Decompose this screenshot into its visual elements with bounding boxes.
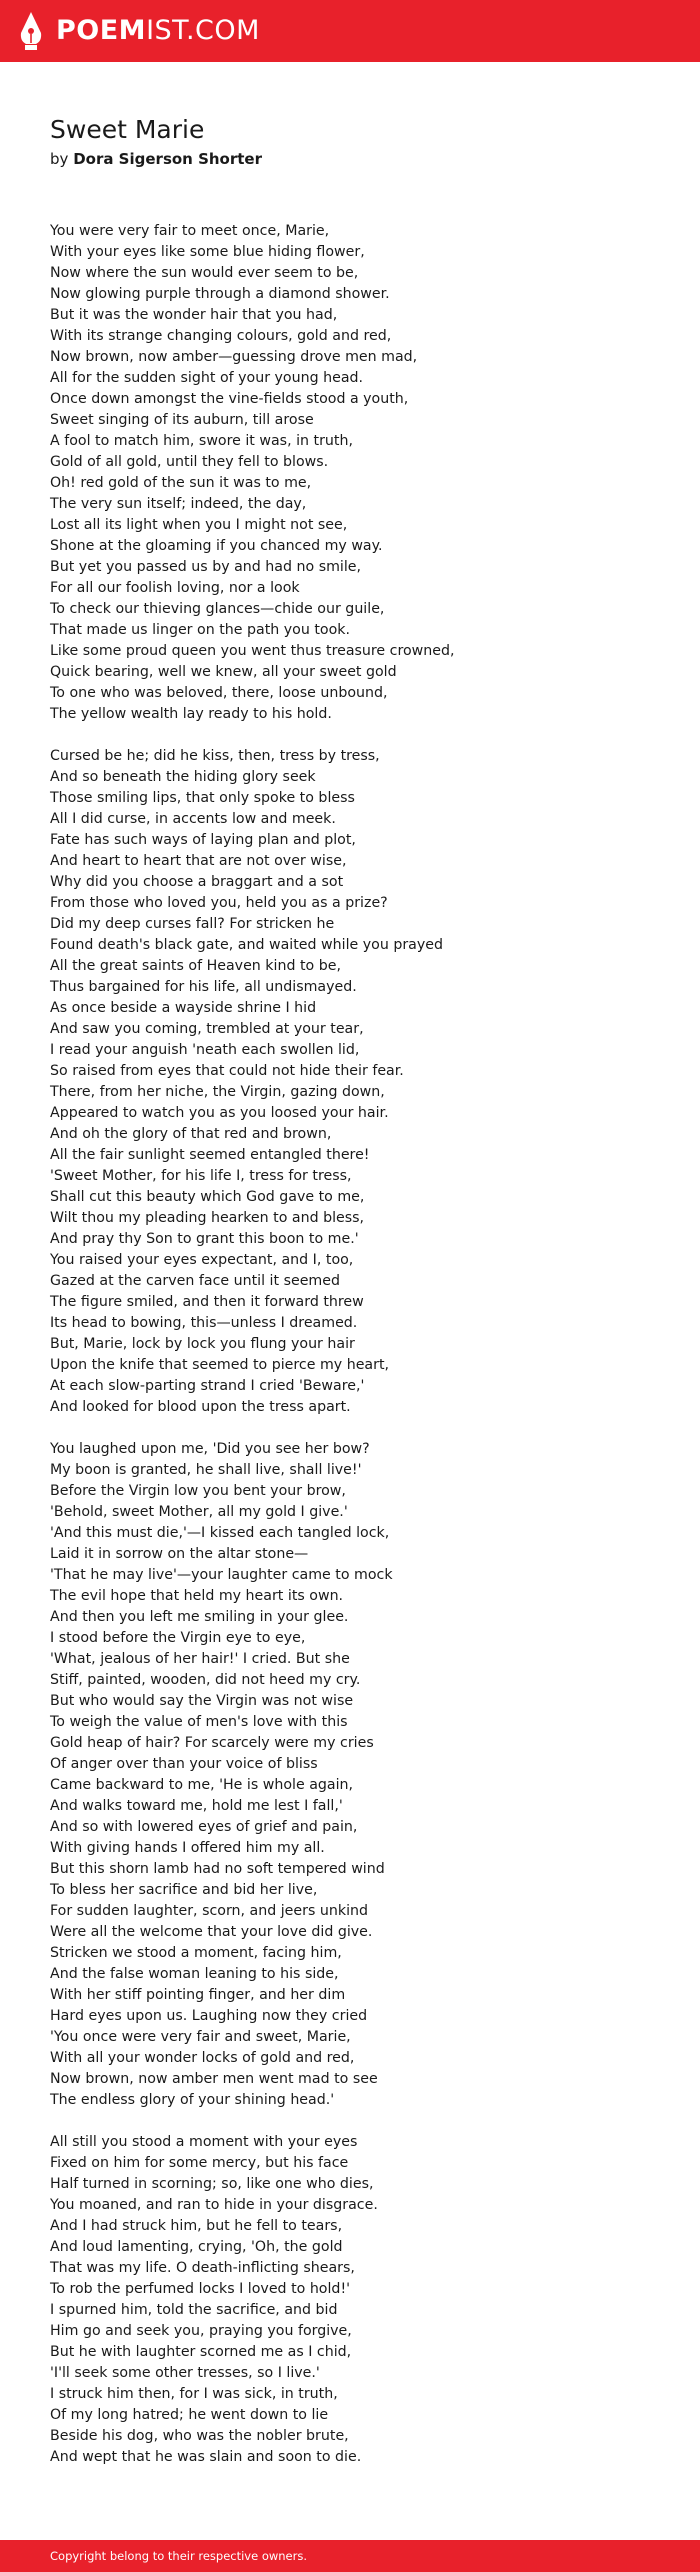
poem-line: The very sun itself; indeed, the day, bbox=[50, 496, 307, 512]
poem-line: All the great saints of Heaven kind to be, bbox=[50, 958, 341, 974]
stanza bbox=[50, 1439, 670, 2111]
logo-wordmark bbox=[56, 11, 260, 51]
poem-line: Now brown, now amber—guessing drove men mad, bbox=[50, 349, 418, 365]
poem-line: Of anger over than your voice of bliss bbox=[50, 1756, 318, 1772]
poem-line: Shall cut this beauty which God gave to me, bbox=[50, 1189, 365, 1205]
poem-line: And looked for blood upon the tress apart. bbox=[50, 1399, 351, 1415]
byline bbox=[50, 149, 262, 169]
poem-line: To bless her sacrifice and bid her live, bbox=[50, 1882, 318, 1898]
poem-line: Shone at the gloaming if you chanced my way. bbox=[50, 538, 383, 554]
poem-line: To rob the perfumed locks I loved to hold!' bbox=[50, 2281, 351, 2297]
poem-line: At each slow-parting strand I cried 'Beware,' bbox=[50, 1378, 365, 1394]
poem-line: And wept that he was slain and soon to die. bbox=[50, 2449, 362, 2465]
poem-line: With giving hands I offered him my all. bbox=[50, 1840, 325, 1856]
poem-line: Lost all its light when you I might not see, bbox=[50, 517, 348, 533]
poem-line: Fixed on him for some mercy, but his face bbox=[50, 2155, 349, 2171]
poem-line: For all our foolish loving, nor a look bbox=[50, 580, 300, 596]
poem-line: But it was the wonder hair that you had, bbox=[50, 307, 338, 323]
poem-line: I struck him then, for I was sick, in truth, bbox=[50, 2386, 338, 2402]
poem-line: But yet you passed us by and had no smile, bbox=[50, 559, 362, 575]
site-logo[interactable] bbox=[18, 11, 260, 51]
poem-line: Hard eyes upon us. Laughing now they cried bbox=[50, 2008, 368, 2024]
poem-body bbox=[50, 221, 670, 2489]
poem-line: And oh the glory of that red and brown, bbox=[50, 1126, 332, 1142]
poem-line: And loud lamenting, crying, 'Oh, the gold bbox=[50, 2239, 343, 2255]
poem-line: Thus bargained for his life, all undismayed. bbox=[50, 979, 357, 995]
poem-line: I stood before the Virgin eye to eye, bbox=[50, 1630, 306, 1646]
site-footer bbox=[0, 2540, 700, 2572]
poem-line: You were very fair to meet once, Marie, bbox=[50, 223, 330, 239]
stanza bbox=[50, 2132, 670, 2468]
poem-line: The figure smiled, and then it forward threw bbox=[50, 1294, 364, 1310]
poem-line: Found death's black gate, and waited while you prayed bbox=[50, 937, 444, 953]
poem-line: And saw you coming, trembled at your tear, bbox=[50, 1021, 364, 1037]
poem-line: Gazed at the carven face until it seemed bbox=[50, 1273, 340, 1289]
poem-line: Now glowing purple through a diamond shower. bbox=[50, 286, 390, 302]
poem-line: And then you left me smiling in your glee. bbox=[50, 1609, 349, 1625]
poem-line: Sweet singing of its auburn, till arose bbox=[50, 412, 314, 428]
poem-line: All for the sudden sight of your young head. bbox=[50, 370, 364, 386]
poem-line: All still you stood a moment with your eyes bbox=[50, 2134, 358, 2150]
poem-line: And so with lowered eyes of grief and pain, bbox=[50, 1819, 358, 1835]
poem-line: Cursed be he; did he kiss, then, tress by tress, bbox=[50, 748, 380, 764]
poem-line: To one who was beloved, there, loose unbound, bbox=[50, 685, 388, 701]
poem-line: Him go and seek you, praying you forgive, bbox=[50, 2323, 352, 2339]
poem-line: Like some proud queen you went thus treasure crowned, bbox=[50, 643, 455, 659]
poem-line: Quick bearing, well we knew, all your sweet gold bbox=[50, 664, 397, 680]
poem-line: But this shorn lamb had no soft tempered wind bbox=[50, 1861, 385, 1877]
poem-line: And pray thy Son to grant this boon to me.' bbox=[50, 1231, 359, 1247]
poem-line: Were all the welcome that your love did give. bbox=[50, 1924, 373, 1940]
poem-line: With your eyes like some blue hiding flower, bbox=[50, 244, 365, 260]
poem-line: Upon the knife that seemed to pierce my heart, bbox=[50, 1357, 390, 1373]
fountain-pen-nib-icon bbox=[18, 11, 44, 51]
poem-line: Stricken we stood a moment, facing him, bbox=[50, 1945, 342, 1961]
poem-line: As once beside a wayside shrine I hid bbox=[50, 1000, 317, 1016]
poem-line: Came backward to me, 'He is whole again, bbox=[50, 1777, 354, 1793]
poem-line: You raised your eyes expectant, and I, too, bbox=[50, 1252, 354, 1268]
poem-line: But, Marie, lock by lock you flung your hair bbox=[50, 1336, 355, 1352]
poem-line: I read your anguish 'neath each swollen lid, bbox=[50, 1042, 360, 1058]
poem-line: With all your wonder locks of gold and red, bbox=[50, 2050, 355, 2066]
poem-line: And the false woman leaning to his side, bbox=[50, 1966, 339, 1982]
poem-line: For sudden laughter, scorn, and jeers unkind bbox=[50, 1903, 369, 1919]
poem-line: Beside his dog, who was the nobler brute, bbox=[50, 2428, 349, 2444]
poem-line: And walks toward me, hold me lest I fall,' bbox=[50, 1798, 343, 1814]
poem-line: The evil hope that held my heart its own. bbox=[50, 1588, 344, 1604]
poem-line: Why did you choose a braggart and a sot bbox=[50, 874, 344, 890]
site-header bbox=[0, 0, 700, 62]
poem-line: I spurned him, told the sacrifice, and bid bbox=[50, 2302, 338, 2318]
poem-line: There, from her niche, the Virgin, gazing down, bbox=[50, 1084, 385, 1100]
poem-line: You moaned, and ran to hide in your disgrace. bbox=[50, 2197, 378, 2213]
poem-line: Of my long hatred; he went down to lie bbox=[50, 2407, 329, 2423]
poem-line: But he with laughter scorned me as I chid, bbox=[50, 2344, 352, 2360]
stanza bbox=[50, 221, 670, 725]
poem-line: The endless glory of your shining head.' bbox=[50, 2092, 335, 2108]
poem-line: All the fair sunlight seemed entangled there! bbox=[50, 1147, 370, 1163]
logo-bold: POEM bbox=[56, 15, 147, 46]
copyright-notice: Copyright belong to their respective owners. bbox=[50, 2549, 308, 2563]
poem-line: So raised from eyes that could not hide their fear. bbox=[50, 1063, 404, 1079]
poem-line: All I did curse, in accents low and meek. bbox=[50, 811, 336, 827]
poem-line: 'I'll seek some other tresses, so I live.' bbox=[50, 2365, 320, 2381]
poem-line: You laughed upon me, 'Did you see her bow? bbox=[50, 1441, 370, 1457]
poem-line: And so beneath the hiding glory seek bbox=[50, 769, 316, 785]
stanza bbox=[50, 746, 670, 1418]
poem-line: Oh! red gold of the sun it was to me, bbox=[50, 475, 312, 491]
poem-line: Gold of all gold, until they fell to blows. bbox=[50, 454, 329, 470]
poem-line: 'What, jealous of her hair!' I cried. But she bbox=[50, 1651, 350, 1667]
poem-line: Once down amongst the vine-fields stood a youth, bbox=[50, 391, 409, 407]
poem-line: 'Sweet Mother, for his life I, tress for tress, bbox=[50, 1168, 352, 1184]
poem-line: Those smiling lips, that only spoke to bless bbox=[50, 790, 355, 806]
poem-line: With her stiff pointing finger, and her dim bbox=[50, 1987, 346, 2003]
logo-light: IST.COM bbox=[146, 15, 260, 46]
poem-line: The yellow wealth lay ready to his hold. bbox=[50, 706, 332, 722]
poem-line: To weigh the value of men's love with this bbox=[50, 1714, 348, 1730]
poem-line: That made us linger on the path you took. bbox=[50, 622, 350, 638]
poem-line: My boon is granted, he shall live, shall live!' bbox=[50, 1462, 362, 1478]
author-name[interactable]: Dora Sigerson Shorter bbox=[73, 150, 262, 168]
poem-line: Half turned in scorning; so, like one who dies, bbox=[50, 2176, 374, 2192]
poem-line: Now where the sun would ever seem to be, bbox=[50, 265, 359, 281]
poem-line: Now brown, now amber men went mad to see bbox=[50, 2071, 378, 2087]
poem-line: From those who loved you, held you as a prize? bbox=[50, 895, 388, 911]
poem-line: 'And this must die,'—I kissed each tangled lock, bbox=[50, 1525, 390, 1541]
poem-line: Did my deep curses fall? For stricken he bbox=[50, 916, 335, 932]
poem-line: But who would say the Virgin was not wise bbox=[50, 1693, 354, 1709]
poem-line: Laid it in sorrow on the altar stone— bbox=[50, 1546, 309, 1562]
poem-line: With its strange changing colours, gold and red, bbox=[50, 328, 392, 344]
poem-line: And I had struck him, but he fell to tears, bbox=[50, 2218, 343, 2234]
poem-line: To check our thieving glances—chide our guile, bbox=[50, 601, 385, 617]
poem-line: Gold heap of hair? For scarcely were my cries bbox=[50, 1735, 374, 1751]
byline-prefix: by bbox=[50, 150, 69, 168]
poem-line: Stiff, painted, wooden, did not heed my cry. bbox=[50, 1672, 361, 1688]
poem-title: Sweet Marie bbox=[50, 115, 205, 144]
poem-line: Before the Virgin low you bent your brow, bbox=[50, 1483, 346, 1499]
poem-line: Its head to bowing, this—unless I dreamed. bbox=[50, 1315, 358, 1331]
poem-line: 'That he may live'—your laughter came to mock bbox=[50, 1567, 393, 1583]
poem-line: And heart to heart that are not over wise, bbox=[50, 853, 347, 869]
poem-line: That was my life. O death-inflicting shears, bbox=[50, 2260, 355, 2276]
poem-line: Fate has such ways of laying plan and plot, bbox=[50, 832, 356, 848]
poem-line: A fool to match him, swore it was, in truth, bbox=[50, 433, 353, 449]
poem-line: Wilt thou my pleading hearken to and bless, bbox=[50, 1210, 365, 1226]
poem-line: Appeared to watch you as you loosed your hair. bbox=[50, 1105, 389, 1121]
poem-line: 'Behold, sweet Mother, all my gold I give.' bbox=[50, 1504, 348, 1520]
poem-line: 'You once were very fair and sweet, Marie, bbox=[50, 2029, 351, 2045]
